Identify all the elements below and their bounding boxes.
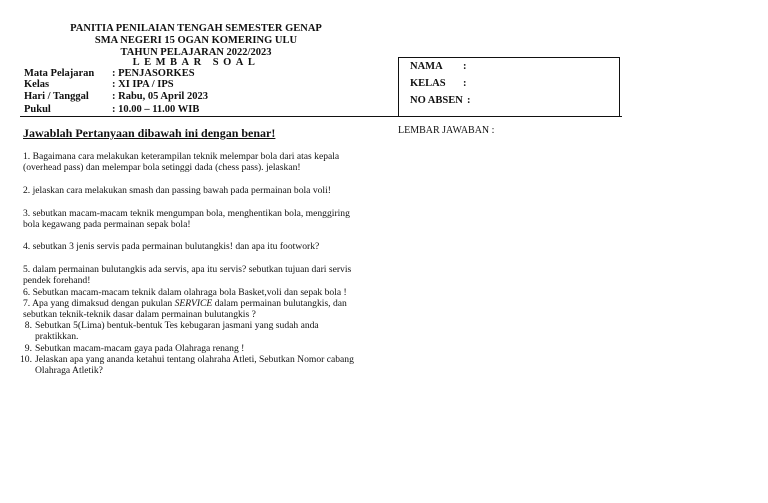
identity-label-absen: NO ABSEN: [410, 95, 463, 106]
identity-colon-class: :: [463, 78, 467, 89]
question-8-line1: Sebutkan 5(Lima) bentuk-bentuk Tes kebugaran jasmani yang sudah anda: [35, 320, 319, 331]
question-7-text-a: 7. Apa yang dimaksud dengan pukulan: [23, 298, 175, 309]
question-2: [23, 185, 368, 196]
question-7-line1: [23, 298, 368, 309]
question-4-line1: 4. sebutkan 3 jenis servis pada permainan bulutangkis! dan apa itu footwork?: [23, 241, 320, 252]
question-5: [23, 264, 368, 287]
question-3-line2: bola kegawang pada permainan sepak bola!: [23, 219, 191, 231]
question-6: [23, 287, 368, 298]
header-year: TAHUN PELAJARAN 2022/2023: [120, 47, 272, 58]
question-8: [18, 320, 368, 343]
question-10-line2: Olahraga Atletik?: [35, 365, 103, 377]
question-3-line1: 3. sebutkan macam-macam teknik mengumpan bola, menghentikan bola, menggiring: [23, 208, 350, 219]
answer-sheet-label: LEMBAR JAWABAN :: [398, 125, 495, 136]
question-7-text-b: dalam permainan bulutangkis, dan: [212, 298, 347, 309]
meta-label-time: Pukul: [24, 104, 51, 115]
meta-label-class: Kelas: [24, 79, 50, 90]
header-committee: PANITIA PENILAIAN TENGAH SEMESTER GENAP: [70, 23, 322, 34]
question-1-line1: 1. Bagaimana cara melakukan keterampilan teknik melempar bola dari atas kepala: [23, 151, 340, 162]
question-7: [23, 298, 368, 321]
identity-colon-name: :: [463, 61, 467, 72]
identity-label-class: KELAS: [410, 78, 446, 89]
question-1: [23, 151, 368, 174]
instruction-heading: Jawablah Pertanyaan dibawah ini dengan benar!: [23, 126, 276, 140]
question-10: [18, 354, 368, 377]
student-identity-box: [398, 57, 620, 117]
question-4: [23, 241, 368, 252]
meta-value-class: : XI IPA / IPS: [112, 79, 174, 90]
question-2-line1: 2. jelaskan cara melakukan smash dan passing bawah pada permainan bola voli!: [23, 185, 331, 196]
question-8-line2: praktikkan.: [35, 331, 79, 343]
question-9-line1: Sebutkan macam-macam gaya pada Olahraga renang !: [35, 343, 245, 354]
question-10-number: 10.: [20, 354, 32, 365]
question-10-line1: Jelaskan apa yang ananda ketahui tentang olahraha Atleti, Sebutkan Nomor cabang: [35, 354, 354, 365]
question-5-line2: pendek forehand!: [23, 275, 91, 287]
meta-value-subject: : PENJASORKES: [112, 68, 195, 79]
question-3: [23, 208, 368, 231]
question-1-line2: (overhead pass) dan melempar bola setinggi dada (chess pass). jelaskan!: [23, 162, 301, 174]
meta-value-date: : Rabu, 05 April 2023: [112, 91, 208, 102]
question-7-emphasis: SERVICE: [174, 298, 213, 309]
identity-label-name: NAMA: [410, 61, 443, 72]
meta-label-subject: Mata Pelajaran: [24, 68, 95, 79]
header-school: SMA NEGERI 15 OGAN KOMERING ULU: [94, 35, 298, 46]
meta-value-time: : 10.00 – 11.00 WIB: [112, 104, 200, 115]
question-7-line2: sebutkan teknik-teknik dasar dalam permainan bulutangkis ?: [23, 309, 256, 321]
header-sheet-title: LEMBAR SOAL: [132, 57, 260, 68]
question-8-number: 8.: [24, 320, 32, 331]
question-6-line1: 6. Sebutkan macam-macam teknik dalam olahraga bola Basket,voli dan sepak bola !: [23, 287, 347, 298]
identity-colon-absen: :: [467, 95, 471, 106]
question-5-line1: 5. dalam permainan bulutangkis ada servis, apa itu servis? sebutkan tujuan dari servis: [23, 264, 352, 275]
header-divider: [20, 116, 398, 117]
question-9-number: 9.: [24, 343, 32, 354]
meta-label-date: Hari / Tanggal: [24, 91, 89, 102]
